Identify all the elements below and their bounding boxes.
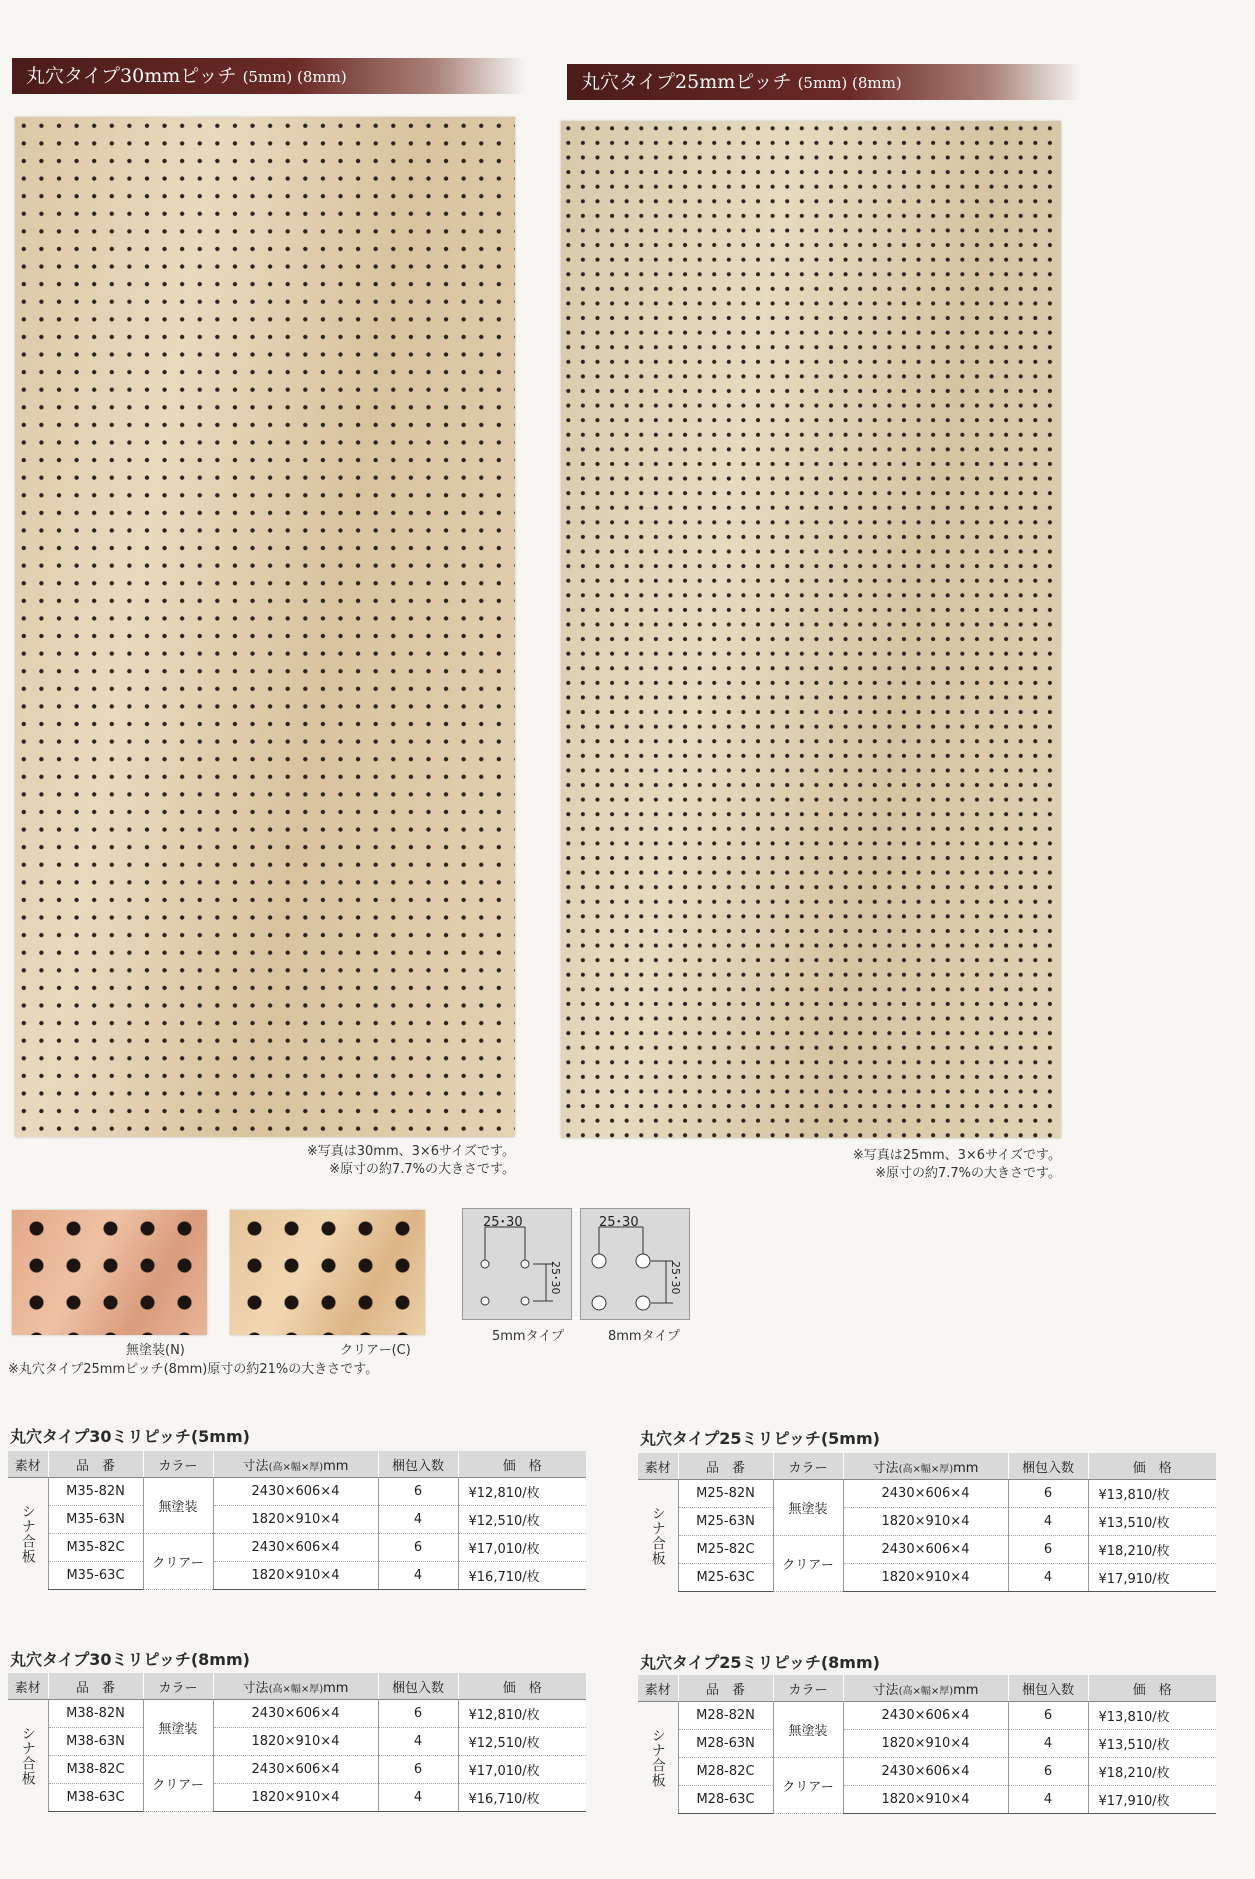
header-material: 素材 — [638, 1675, 678, 1702]
qty-cell: 6 — [378, 1700, 458, 1728]
price-cell: ¥12,810/枚 — [458, 1478, 586, 1506]
table-row — [8, 1534, 586, 1562]
price-cell: ¥12,510/枚 — [458, 1506, 586, 1534]
table-title-30mm-8mm: 丸穴タイプ30ミリピッチ(8mm) — [10, 1650, 250, 1669]
diagram-8mm-pitch-vertical: 25･30 — [669, 1261, 682, 1295]
diagram-5mm-pitch: 25･30 — [483, 1215, 523, 1230]
banner-30mm-sub: (5mm) (8mm) — [242, 68, 347, 86]
swatch-clear-label: クリアー(C) — [340, 1343, 411, 1358]
diagram-5mm-label: 5mmタイプ — [492, 1329, 564, 1344]
price-cell: ¥13,810/枚 — [1088, 1480, 1216, 1508]
color-uncoated: 無塗装 — [143, 1700, 213, 1756]
product-code: M38-82C — [48, 1756, 143, 1784]
header-size — [843, 1453, 1008, 1480]
header-qty: 梱包入数 — [1008, 1453, 1088, 1480]
product-code: M38-63C — [48, 1784, 143, 1812]
size-cell: 2430×606×4 — [843, 1536, 1008, 1564]
header-material: 素材 — [638, 1453, 678, 1480]
header-color: カラー — [143, 1451, 213, 1478]
product-code: M25-82N — [678, 1480, 773, 1508]
banner-30mm-title: 丸穴タイプ30mmピッチ — [26, 65, 237, 87]
color-clear: クリアー — [143, 1756, 213, 1812]
product-code: M38-82N — [48, 1700, 143, 1728]
qty-cell: 4 — [1008, 1786, 1088, 1814]
qty-cell: 6 — [1008, 1758, 1088, 1786]
swatch-clear — [230, 1210, 425, 1335]
size-cell: 1820×910×4 — [843, 1564, 1008, 1592]
material-cell: シナ合板 — [8, 1478, 48, 1590]
banner-30mm-pitch — [12, 58, 526, 94]
spec-table-25mm-8mm — [638, 1675, 1216, 1814]
header-size-dims: (高×幅×厚) — [898, 1685, 954, 1697]
product-code: M38-63N — [48, 1728, 143, 1756]
size-cell: 2430×606×4 — [213, 1700, 378, 1728]
product-code: M25-63N — [678, 1508, 773, 1536]
price-cell: ¥17,010/枚 — [458, 1756, 586, 1784]
price-cell: ¥13,510/枚 — [1088, 1730, 1216, 1758]
size-cell: 1820×910×4 — [213, 1728, 378, 1756]
price-cell: ¥17,010/枚 — [458, 1534, 586, 1562]
table-header-row — [8, 1673, 586, 1700]
price-cell: ¥17,910/枚 — [1088, 1564, 1216, 1592]
qty-cell: 4 — [1008, 1508, 1088, 1536]
product-code: M28-82N — [678, 1702, 773, 1730]
table-row — [638, 1564, 1216, 1592]
header-size — [213, 1673, 378, 1700]
price-cell: ¥18,210/枚 — [1088, 1536, 1216, 1564]
price-cell: ¥12,810/枚 — [458, 1700, 586, 1728]
qty-cell: 6 — [1008, 1536, 1088, 1564]
qty-cell: 4 — [378, 1784, 458, 1812]
size-cell: 1820×910×4 — [843, 1730, 1008, 1758]
size-cell: 1820×910×4 — [213, 1562, 378, 1590]
header-code: 品 番 — [48, 1451, 143, 1478]
header-qty: 梱包入数 — [378, 1451, 458, 1478]
qty-cell: 4 — [378, 1506, 458, 1534]
banner-25mm-sub: (5mm) (8mm) — [797, 74, 902, 92]
qty-cell: 6 — [378, 1478, 458, 1506]
header-material: 素材 — [8, 1451, 48, 1478]
price-cell: ¥16,710/枚 — [458, 1784, 586, 1812]
header-size — [843, 1675, 1008, 1702]
price-cell: ¥17,910/枚 — [1088, 1786, 1216, 1814]
header-code: 品 番 — [48, 1673, 143, 1700]
product-code: M28-63N — [678, 1730, 773, 1758]
caption-25mm-line2: ※原寸の約7.7%の大きさです。 — [875, 1166, 1061, 1181]
header-size-dims: (高×幅×厚) — [898, 1463, 954, 1475]
header-qty: 梱包入数 — [1008, 1675, 1088, 1702]
qty-cell: 6 — [1008, 1480, 1088, 1508]
caption-25mm — [776, 1147, 1061, 1183]
color-uncoated: 無塗装 — [773, 1480, 843, 1536]
header-qty: 梱包入数 — [378, 1673, 458, 1700]
product-code: M35-63N — [48, 1506, 143, 1534]
size-cell: 2430×606×4 — [213, 1534, 378, 1562]
product-code: M35-82N — [48, 1478, 143, 1506]
price-cell: ¥13,810/枚 — [1088, 1702, 1216, 1730]
qty-cell: 4 — [1008, 1564, 1088, 1592]
material-cell: シナ合板 — [638, 1702, 678, 1814]
caption-30mm-line2: ※原寸の約7.7%の大きさです。 — [329, 1162, 515, 1177]
table-title-25mm-5mm: 丸穴タイプ25ミリピッチ(5mm) — [640, 1429, 880, 1448]
header-size-unit: mm — [953, 1682, 979, 1698]
product-code: M35-82C — [48, 1534, 143, 1562]
table-row — [638, 1480, 1216, 1508]
header-size — [213, 1451, 378, 1478]
header-size-dims: (高×幅×厚) — [268, 1683, 324, 1695]
price-cell: ¥18,210/枚 — [1088, 1758, 1216, 1786]
table-row — [638, 1758, 1216, 1786]
qty-cell: 6 — [378, 1756, 458, 1784]
size-cell: 2430×606×4 — [843, 1702, 1008, 1730]
size-cell: 1820×910×4 — [843, 1508, 1008, 1536]
header-price: 価 格 — [458, 1673, 586, 1700]
header-color: カラー — [773, 1675, 843, 1702]
color-clear: クリアー — [143, 1534, 213, 1590]
table-row — [638, 1536, 1216, 1564]
qty-cell: 4 — [1008, 1730, 1088, 1758]
table-header-row — [8, 1451, 586, 1478]
table-row — [638, 1730, 1216, 1758]
header-size-unit: mm — [953, 1460, 979, 1476]
qty-cell: 6 — [378, 1534, 458, 1562]
table-title-30mm-5mm: 丸穴タイプ30ミリピッチ(5mm) — [10, 1427, 250, 1446]
header-size-unit: mm — [323, 1680, 349, 1696]
header-code: 品 番 — [678, 1453, 773, 1480]
color-clear: クリアー — [773, 1758, 843, 1814]
price-cell: ¥13,510/枚 — [1088, 1508, 1216, 1536]
header-size-label: 寸法 — [872, 1682, 899, 1698]
spec-table-25mm-5mm — [638, 1453, 1216, 1592]
product-code: M25-63C — [678, 1564, 773, 1592]
header-size-unit: mm — [323, 1458, 349, 1474]
diagram-8mm — [580, 1208, 690, 1320]
price-cell: ¥16,710/枚 — [458, 1562, 586, 1590]
size-cell: 2430×606×4 — [843, 1758, 1008, 1786]
color-clear: クリアー — [773, 1536, 843, 1592]
table-row — [638, 1786, 1216, 1814]
table-row — [638, 1702, 1216, 1730]
material-cell: シナ合板 — [8, 1700, 48, 1812]
spec-table-30mm-8mm — [8, 1673, 586, 1812]
banner-25mm-title: 丸穴タイプ25mmピッチ — [581, 71, 792, 93]
color-uncoated: 無塗装 — [143, 1478, 213, 1534]
table-row — [8, 1700, 586, 1728]
banner-25mm-pitch — [567, 64, 1081, 100]
size-cell: 2430×606×4 — [213, 1478, 378, 1506]
price-cell: ¥12,510/枚 — [458, 1728, 586, 1756]
swatch-uncoated-label: 無塗装(N) — [126, 1343, 185, 1358]
size-cell: 2430×606×4 — [843, 1480, 1008, 1508]
product-code: M28-82C — [678, 1758, 773, 1786]
product-code: M25-82C — [678, 1536, 773, 1564]
diagram-8mm-pitch: 25･30 — [599, 1215, 639, 1230]
table-header-row — [638, 1675, 1216, 1702]
table-row — [8, 1756, 586, 1784]
header-size-label: 寸法 — [242, 1680, 269, 1696]
material-cell: シナ合板 — [638, 1480, 678, 1592]
diagram-5mm — [462, 1208, 572, 1320]
header-color: カラー — [143, 1673, 213, 1700]
header-price: 価 格 — [458, 1451, 586, 1478]
table-row — [638, 1508, 1216, 1536]
swatch-uncoated — [12, 1210, 207, 1335]
table-row — [8, 1506, 586, 1534]
qty-cell: 4 — [378, 1562, 458, 1590]
qty-cell: 4 — [378, 1728, 458, 1756]
panel-photo-25mm — [561, 121, 1061, 1138]
table-row — [8, 1562, 586, 1590]
spec-table-30mm-5mm — [8, 1451, 586, 1590]
caption-30mm — [230, 1143, 515, 1179]
table-header-row — [638, 1453, 1216, 1480]
table-row — [8, 1478, 586, 1506]
size-cell: 1820×910×4 — [213, 1784, 378, 1812]
header-code: 品 番 — [678, 1675, 773, 1702]
table-row — [8, 1728, 586, 1756]
table-title-25mm-8mm: 丸穴タイプ25ミリピッチ(8mm) — [640, 1653, 880, 1672]
diagram-5mm-pitch-vertical: 25･30 — [549, 1261, 562, 1295]
header-size-label: 寸法 — [242, 1458, 269, 1474]
color-uncoated: 無塗装 — [773, 1702, 843, 1758]
sample-note: ※丸穴タイプ25mmピッチ(8mm)原寸の約21%の大きさです。 — [8, 1362, 379, 1377]
header-material: 素材 — [8, 1673, 48, 1700]
caption-25mm-line1: ※写真は25mm、3×6サイズです。 — [852, 1148, 1061, 1163]
product-code: M28-63C — [678, 1786, 773, 1814]
panel-photo-30mm — [15, 117, 515, 1137]
size-cell: 1820×910×4 — [213, 1506, 378, 1534]
header-size-label: 寸法 — [872, 1460, 899, 1476]
table-row — [8, 1784, 586, 1812]
size-cell: 1820×910×4 — [843, 1786, 1008, 1814]
diagram-8mm-label: 8mmタイプ — [608, 1329, 680, 1344]
header-price: 価 格 — [1088, 1675, 1216, 1702]
header-price: 価 格 — [1088, 1453, 1216, 1480]
caption-30mm-line1: ※写真は30mm、3×6サイズです。 — [306, 1144, 515, 1159]
size-cell: 2430×606×4 — [213, 1756, 378, 1784]
header-size-dims: (高×幅×厚) — [268, 1461, 324, 1473]
product-code: M35-63C — [48, 1562, 143, 1590]
header-color: カラー — [773, 1453, 843, 1480]
qty-cell: 6 — [1008, 1702, 1088, 1730]
